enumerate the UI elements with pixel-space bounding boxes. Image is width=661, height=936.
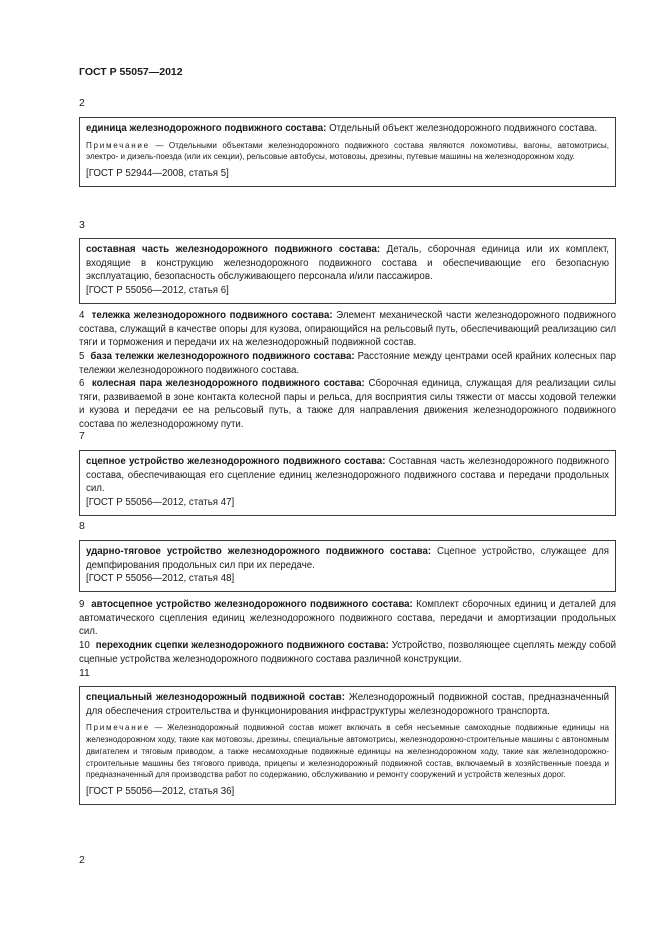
term-title: сцепное устройство железнодорожного подвижного состава:	[86, 456, 386, 467]
definition-text: Элемент механической части железнодорожного подвижного состава, служащий в качестве опоры для кузова, опирающийся на рельсовый путь, обеспечивающий реализацию сил тяги и торможения и передачи их на железнодорожный подвижной состав.	[79, 310, 616, 349]
entry-number: 4	[79, 310, 85, 321]
term-paragraph	[79, 377, 616, 432]
term-definition	[86, 455, 609, 496]
note-label: Примечание	[86, 723, 150, 733]
term-title: база тележки железнодорожного подвижного состава:	[90, 351, 355, 362]
source-reference: [ГОСТ Р 55056—2012, статья 47]	[86, 497, 235, 509]
document-header: ГОСТ Р 55057—2012	[79, 66, 183, 78]
term-box	[79, 238, 616, 304]
term-paragraph	[79, 598, 616, 639]
definition-text: Деталь, сборочная единица или их комплект, входящие в конструкцию железнодорожного подвижного состава и обеспечивающие его безопасную эксплуатацию, безопасность обслуживающего персонала и/или пассажиров.	[86, 244, 609, 283]
term-box	[79, 540, 616, 592]
term-definition	[86, 122, 609, 136]
definition-text: Комплект сборочных единиц и деталей для автоматического сцепления единиц железнодорожного подвижного состава, передачи и амортизации продольных сил.	[79, 599, 616, 638]
entry-number: 5	[79, 351, 85, 362]
term-paragraph	[79, 309, 616, 350]
entry-number: 9	[79, 599, 85, 610]
source-reference: [ГОСТ Р 55056—2012, статья 36]	[86, 785, 235, 797]
entry-number: 3	[79, 219, 85, 231]
term-title: переходник сцепки железнодорожного подвижного состава:	[95, 640, 389, 651]
term-definition	[86, 545, 609, 572]
definition-text: Сцепное устройство, служащее для демпфирования продольных сил при их передаче.	[86, 546, 609, 571]
entry-number: 10	[79, 640, 90, 651]
term-paragraph	[79, 639, 616, 666]
definition-text: Расстояние между центрами осей крайних колесных пар тележки железнодорожного подвижного состава.	[79, 351, 616, 376]
term-title: составная часть железнодорожного подвижного состава:	[86, 244, 381, 255]
source-reference: [ГОСТ Р 55056—2012, статья 6]	[86, 285, 229, 297]
term-paragraph	[79, 350, 616, 377]
term-title: единица железнодорожного подвижного состава:	[86, 123, 327, 134]
entry-number: 6	[79, 378, 85, 389]
note	[86, 722, 609, 781]
term-box	[79, 686, 616, 805]
term-title: ударно-тяговое устройство железнодорожного подвижного состава:	[86, 546, 432, 557]
note-text: — Железнодорожный подвижной состав может включать в себя несъемные самоходные подвижные единицы на железнодорожном ходу, такие как мотовозы, дрезины, специальные автомотрисы, железнодорожно-строительные машины с автономным двигателем и тяговым приводом, а также несамоходные подвижные единицы на железнодорожном ходу, такие как железнодорожно-строительные машины без тягового привода, прицепы и железнодорожный подвижной состав, включаемый в хозяйственные поезда и предназначенный для производства работ по содержанию, обслуживанию и ремонту сооружений и устройств железных дорог.	[86, 723, 609, 780]
term-title: тележка железнодорожного подвижного состава:	[91, 310, 333, 321]
term-box	[79, 117, 616, 187]
term-box	[79, 450, 616, 516]
definition-text: Железнодорожный подвижной состав, предназначенный для обеспечения строительства и функционирования инфраструктуры железнодорожного транспорта.	[86, 692, 609, 717]
note-label: Примечание	[86, 140, 150, 150]
note-text: — Отдельными объектами железнодорожного подвижного состава являются локомотивы, вагоны, автомотрисы, электро- и дизель-поезда (или их секции), рельсовые автобусы, мотовозы, дрезины, путевые машины на железнодорожном ходу.	[86, 140, 609, 162]
term-definition	[86, 691, 609, 718]
definition-text: Сборочная единица, служащая для реализации силы тяги, развиваемой в зоне контакта колесной пары и рельса, для восприятия силы тяжести от массы ходовой тележки и кузова и передачи ее на рельсовый путь, а также для направления движения железнодорожного подвижного состава по железнодорожному пути.	[79, 378, 617, 431]
term-title: специальный железнодорожный подвижной состав:	[86, 692, 345, 703]
source-reference: [ГОСТ Р 55056—2012, статья 48]	[86, 573, 235, 585]
page-number: 2	[79, 854, 85, 866]
definition-text: Устройство, позволяющее сцеплять между собой сцепные устройства железнодорожного подвижного состава различной конструкции.	[79, 640, 616, 665]
entry-number: 11	[79, 667, 90, 679]
entry-number: 2	[79, 97, 85, 109]
note	[86, 140, 609, 163]
definition-text: Отдельный объект железнодорожного подвижного состава.	[326, 123, 598, 134]
source-reference: [ГОСТ Р 52944—2008, статья 5]	[86, 168, 229, 180]
term-title: колесная пара железнодорожного подвижного состава:	[91, 378, 365, 389]
entry-number: 8	[79, 520, 85, 532]
term-definition	[86, 243, 609, 284]
entry-number: 7	[79, 430, 85, 442]
term-title: автосцепное устройство железнодорожного подвижного состава:	[91, 599, 413, 610]
definition-text: Составная часть железнодорожного подвижного состава, обеспечивающая его сцепление единиц железнодорожного подвижного состава и передачи продольных сил.	[86, 456, 609, 495]
